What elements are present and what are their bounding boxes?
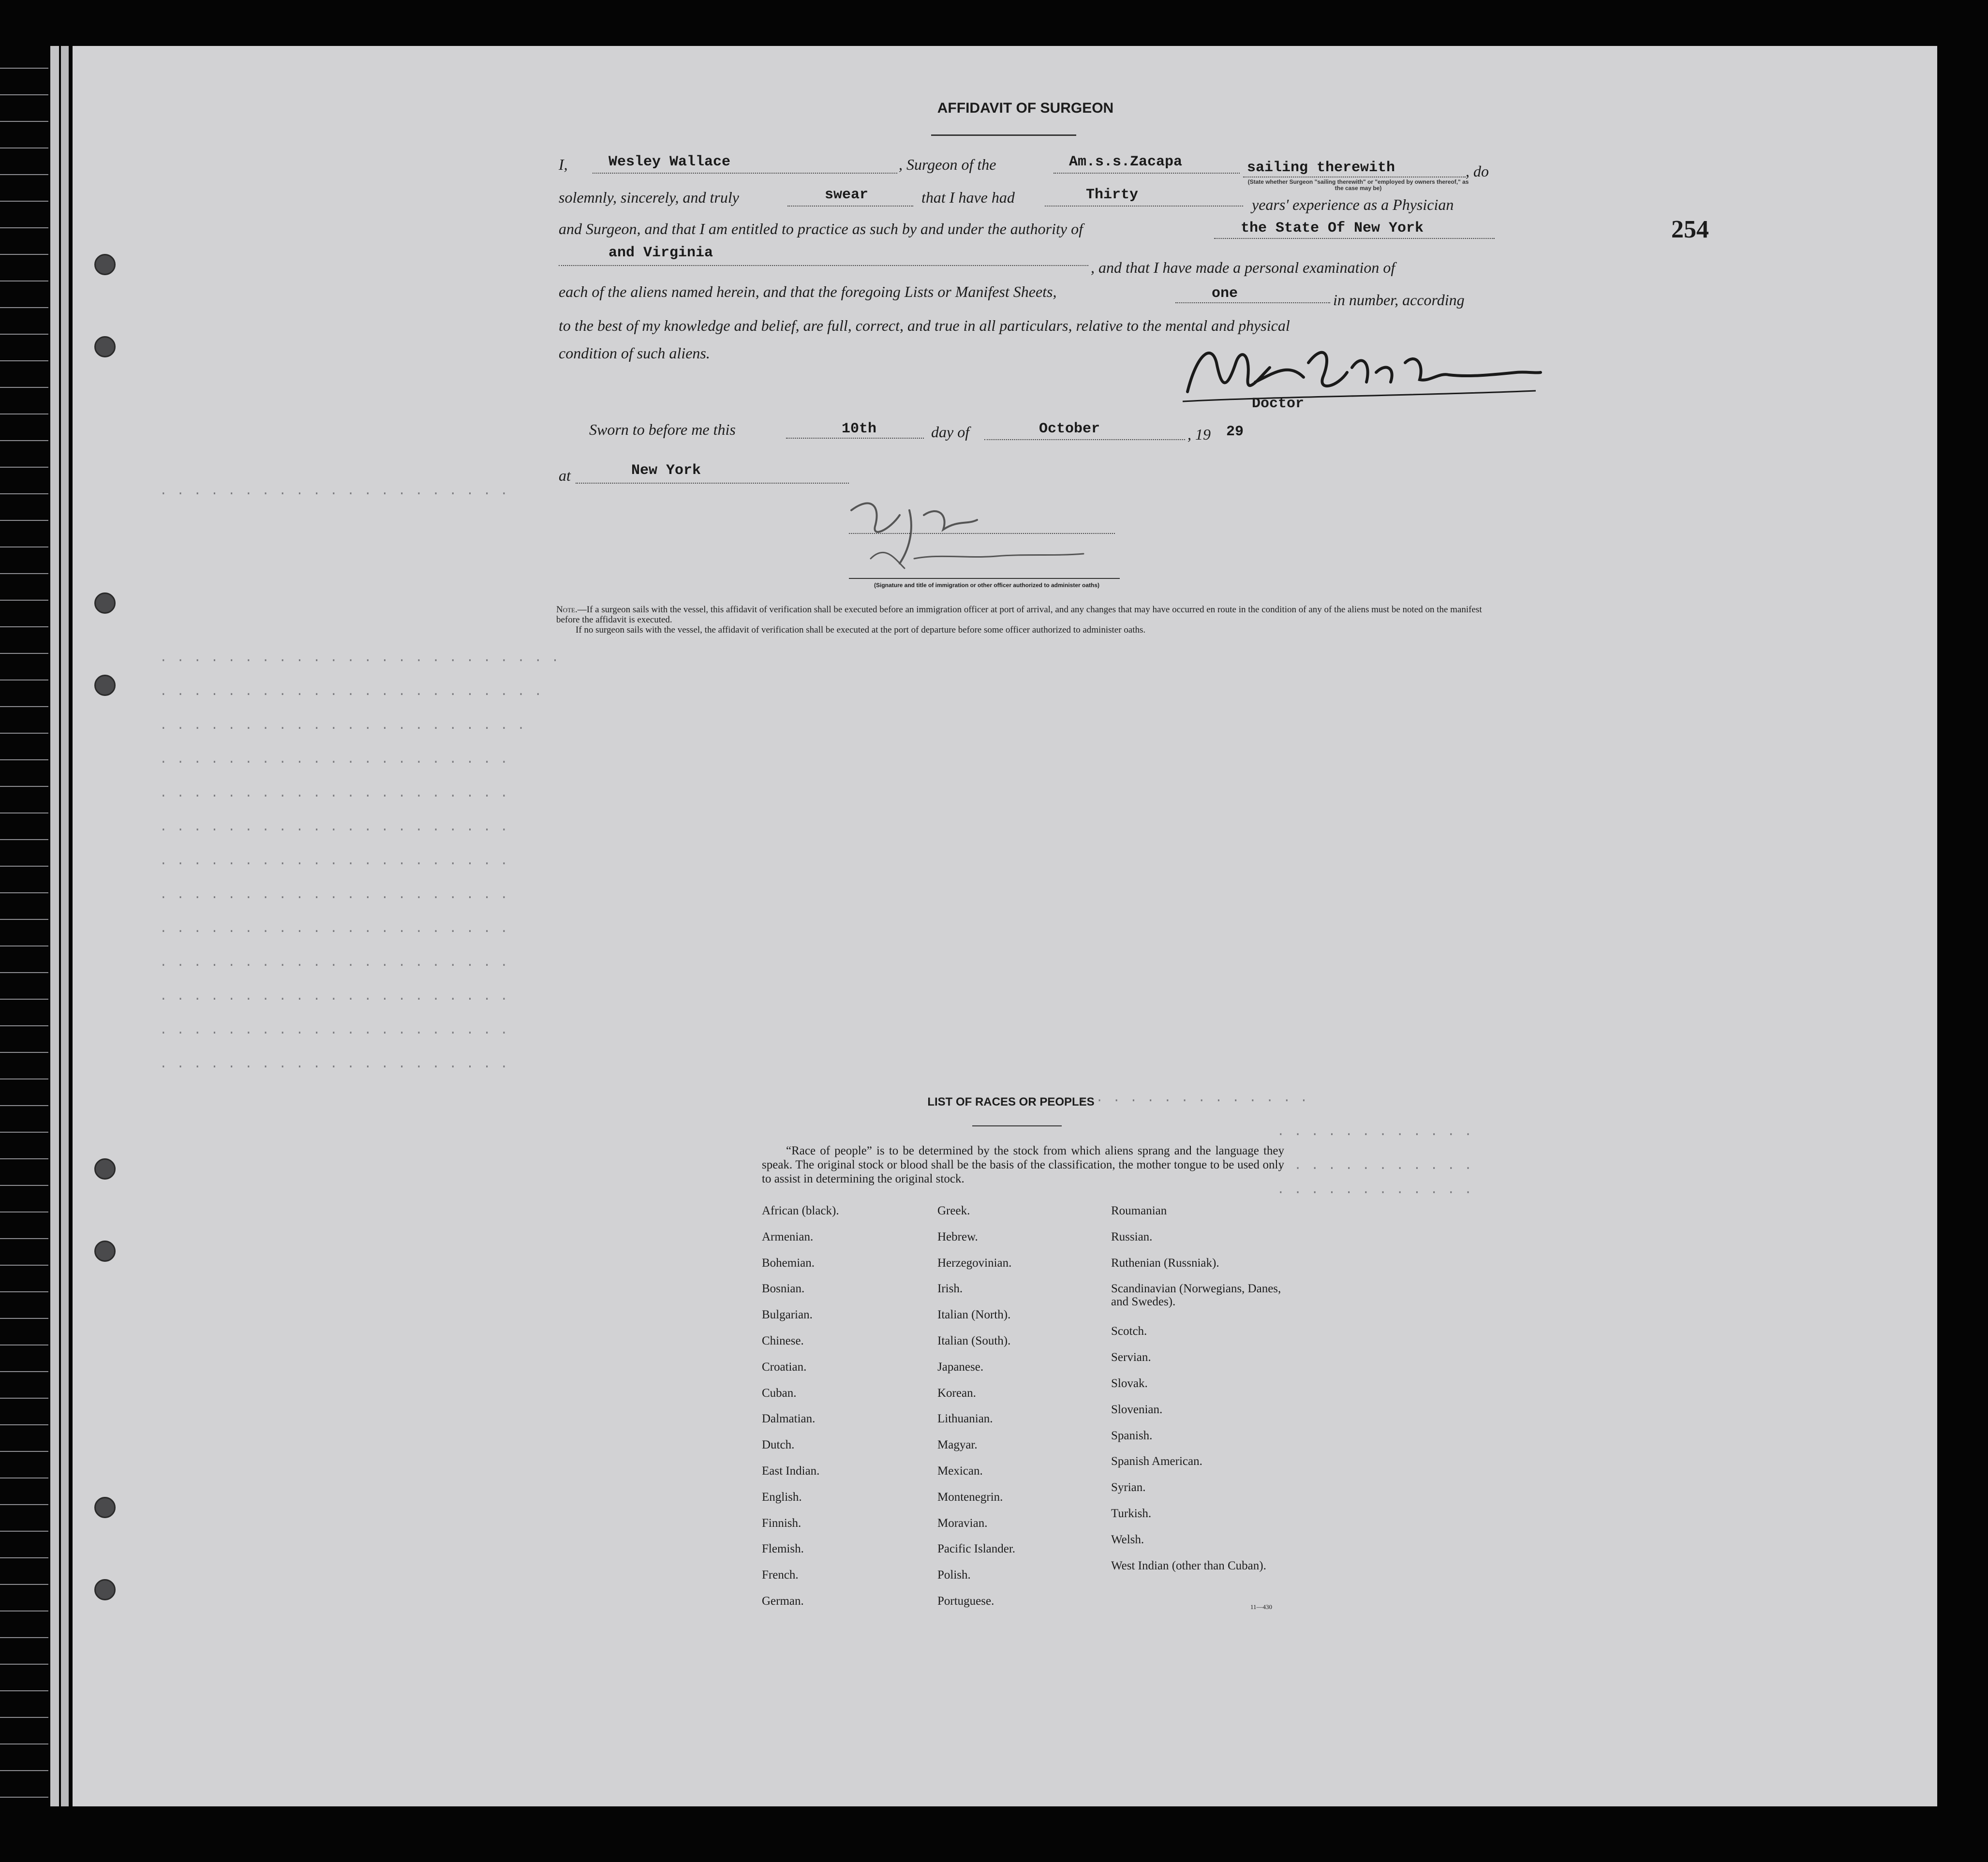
race-item: French. xyxy=(762,1568,799,1582)
race-item: Pacific Islander. xyxy=(937,1542,1016,1556)
sailing-note: (State whether Surgeon "sailing therewith" or "employed by owners thereof," as the case may be) xyxy=(1247,178,1469,192)
page-edge xyxy=(61,46,69,1806)
race-item: Spanish American. xyxy=(1111,1455,1202,1468)
race-item: Italian (North). xyxy=(937,1308,1011,1322)
race-item: Croatian. xyxy=(762,1360,807,1374)
affidavit-text: at xyxy=(559,467,571,484)
affidavit-text: Sworn to before me this xyxy=(589,421,736,438)
race-item: Bohemian. xyxy=(762,1256,815,1270)
page-number: 254 xyxy=(1671,216,1709,243)
affidavit-text: I, xyxy=(559,156,568,173)
race-item: Montenegrin. xyxy=(937,1490,1003,1504)
note-paragraph xyxy=(556,605,1490,635)
race-item: Lithuanian. xyxy=(937,1412,993,1426)
note-text: If no surgeon sails with the vessel, the affidavit of verification shall be executed at the port of departure before some officer authorized to administer oaths. xyxy=(576,625,1146,635)
race-item: Moravian. xyxy=(937,1516,988,1530)
affidavit-text: that I have had xyxy=(921,189,1015,206)
fill-line xyxy=(786,438,924,439)
races-intro: “Race of people” is to be determined by the stock from which aliens sprang and the language they speak. The original stock or blood shall be the basis of the classification, the mother tongue to be used only to assist in determining the original stock. xyxy=(762,1144,1284,1185)
race-item: Hebrew. xyxy=(937,1230,978,1243)
sworn-month: October xyxy=(1039,421,1100,437)
fill-line xyxy=(787,206,913,207)
fill-line xyxy=(984,439,1185,440)
fill-line xyxy=(559,265,1088,266)
races-column-3 xyxy=(1111,1204,1295,1585)
affidavit-text: years' experience as a Physician xyxy=(1252,196,1454,213)
form-number: 11—430 xyxy=(1250,1603,1273,1611)
race-item: East Indian. xyxy=(762,1464,820,1478)
note-lead: Note. xyxy=(556,605,578,615)
inspector-signature-line xyxy=(849,578,1120,579)
affidavit-title: AFFIDAVIT OF SURGEON xyxy=(937,100,1114,116)
fill-line xyxy=(593,173,897,174)
affidavit-text: each of the aliens named herein, and that the foregoing Lists or Manifest Sheets, xyxy=(559,283,1057,300)
race-item: Scotch. xyxy=(1111,1325,1147,1338)
fill-line xyxy=(576,483,849,484)
surgeon-signature xyxy=(1178,334,1545,411)
race-item: Greek. xyxy=(937,1204,970,1217)
affidavit-text: day of xyxy=(931,423,970,441)
race-item: German. xyxy=(762,1594,804,1608)
race-item: Servian. xyxy=(1111,1351,1151,1364)
binder-hole xyxy=(94,1579,116,1600)
binder-hole xyxy=(94,336,116,357)
affidavit-text: in number, according xyxy=(1333,291,1465,309)
sworn-day: 10th xyxy=(842,421,877,437)
race-item: Scandinavian (Norwegians, Danes, and Swedes). xyxy=(1111,1282,1281,1309)
race-item: Italian (South). xyxy=(937,1334,1011,1347)
races-column-2 xyxy=(937,1204,1102,1621)
fill-line xyxy=(849,533,1115,534)
binder-hole xyxy=(94,1158,116,1180)
sailing-status: sailing therewith xyxy=(1247,160,1395,176)
race-item: Irish. xyxy=(937,1282,963,1296)
binder-hole xyxy=(94,592,116,614)
race-item: Dutch. xyxy=(762,1438,795,1452)
race-item: Russian. xyxy=(1111,1230,1153,1243)
race-item: Slovenian. xyxy=(1111,1403,1163,1416)
affidavit-text: , and that I have made a personal examination of xyxy=(1091,259,1395,276)
fill-line xyxy=(1045,206,1243,207)
affidavit-text: to the best of my knowledge and belief, are full, correct, and true in all particulars, relative to the mental and physical xyxy=(559,317,1290,334)
race-item: Japanese. xyxy=(937,1360,984,1374)
race-item: Herzegovinian. xyxy=(937,1256,1012,1270)
race-item: Bulgarian. xyxy=(762,1308,813,1322)
race-item: Finnish. xyxy=(762,1516,801,1530)
race-item: Dalmatian. xyxy=(762,1412,816,1426)
note-text: —If a surgeon sails with the vessel, this affidavit of verification shall be executed before an immigration officer at port of arrival, and any changes that may have occurred en route in the condition of any of the aliens must be noted on the manifest before the affidavit is executed. xyxy=(556,605,1482,625)
race-item: Korean. xyxy=(937,1386,976,1400)
race-item: Turkish. xyxy=(1111,1507,1152,1520)
race-item: Ruthenian (Russniak). xyxy=(1111,1256,1219,1270)
race-item: Bosnian. xyxy=(762,1282,805,1296)
race-item: Armenian. xyxy=(762,1230,814,1243)
race-item: African (black). xyxy=(762,1204,839,1217)
fill-line xyxy=(1053,173,1240,174)
oath-type: swear xyxy=(825,187,869,203)
binder-hole xyxy=(94,1497,116,1518)
race-item: Flemish. xyxy=(762,1542,804,1556)
binder-hole xyxy=(94,675,116,696)
title-rule xyxy=(931,134,1076,136)
races-rule xyxy=(972,1125,1062,1126)
affidavit-text: , Surgeon of the xyxy=(899,156,996,173)
ship-name: Am.s.s.Zacapa xyxy=(1069,154,1183,170)
sheet-count: one xyxy=(1212,285,1238,302)
doctor-label: Doctor xyxy=(1252,396,1305,412)
binder-hole xyxy=(94,1241,116,1262)
race-item: Slovak. xyxy=(1111,1376,1148,1390)
fill-line xyxy=(1214,238,1495,239)
authority-2: and Virginia xyxy=(608,245,713,261)
race-item: Roumanian xyxy=(1111,1204,1167,1217)
races-column-1 xyxy=(762,1204,921,1621)
affidavit-text: , 19 xyxy=(1187,426,1211,443)
race-item: Syrian. xyxy=(1111,1481,1146,1494)
binder-hole xyxy=(94,254,116,275)
page-edge xyxy=(50,46,59,1806)
fill-line xyxy=(1175,302,1330,303)
race-item: Chinese. xyxy=(762,1334,804,1347)
race-item: Polish. xyxy=(937,1568,971,1582)
race-item: West Indian (other than Cuban). xyxy=(1111,1559,1266,1572)
inspector-signature-note: (Signature and title of immigration or other officer authorized to administer oaths) xyxy=(874,582,1100,589)
surgeon-name: Wesley Wallace xyxy=(608,154,731,170)
affidavit-text: condition of such aliens. xyxy=(559,344,710,362)
race-item: English. xyxy=(762,1490,802,1504)
affidavit-text: and Surgeon, and that I am entitled to practice as such by and under the authority of xyxy=(559,220,1083,237)
sworn-place: New York xyxy=(631,462,701,479)
races-title: LIST OF RACES OR PEOPLES xyxy=(927,1095,1095,1108)
years-experience: Thirty xyxy=(1086,187,1139,203)
race-item: Magyar. xyxy=(937,1438,978,1452)
authority-1: the State Of New York xyxy=(1241,220,1424,236)
sworn-year: 29 xyxy=(1226,424,1244,440)
race-item: Cuban. xyxy=(762,1386,797,1400)
race-item: Welsh. xyxy=(1111,1533,1144,1546)
affidavit-text: , do xyxy=(1466,163,1489,180)
race-item: Spanish. xyxy=(1111,1429,1153,1442)
affidavit-text: solemnly, sincerely, and truly xyxy=(559,189,739,206)
race-item: Mexican. xyxy=(937,1464,983,1478)
race-item: Portuguese. xyxy=(937,1594,994,1608)
